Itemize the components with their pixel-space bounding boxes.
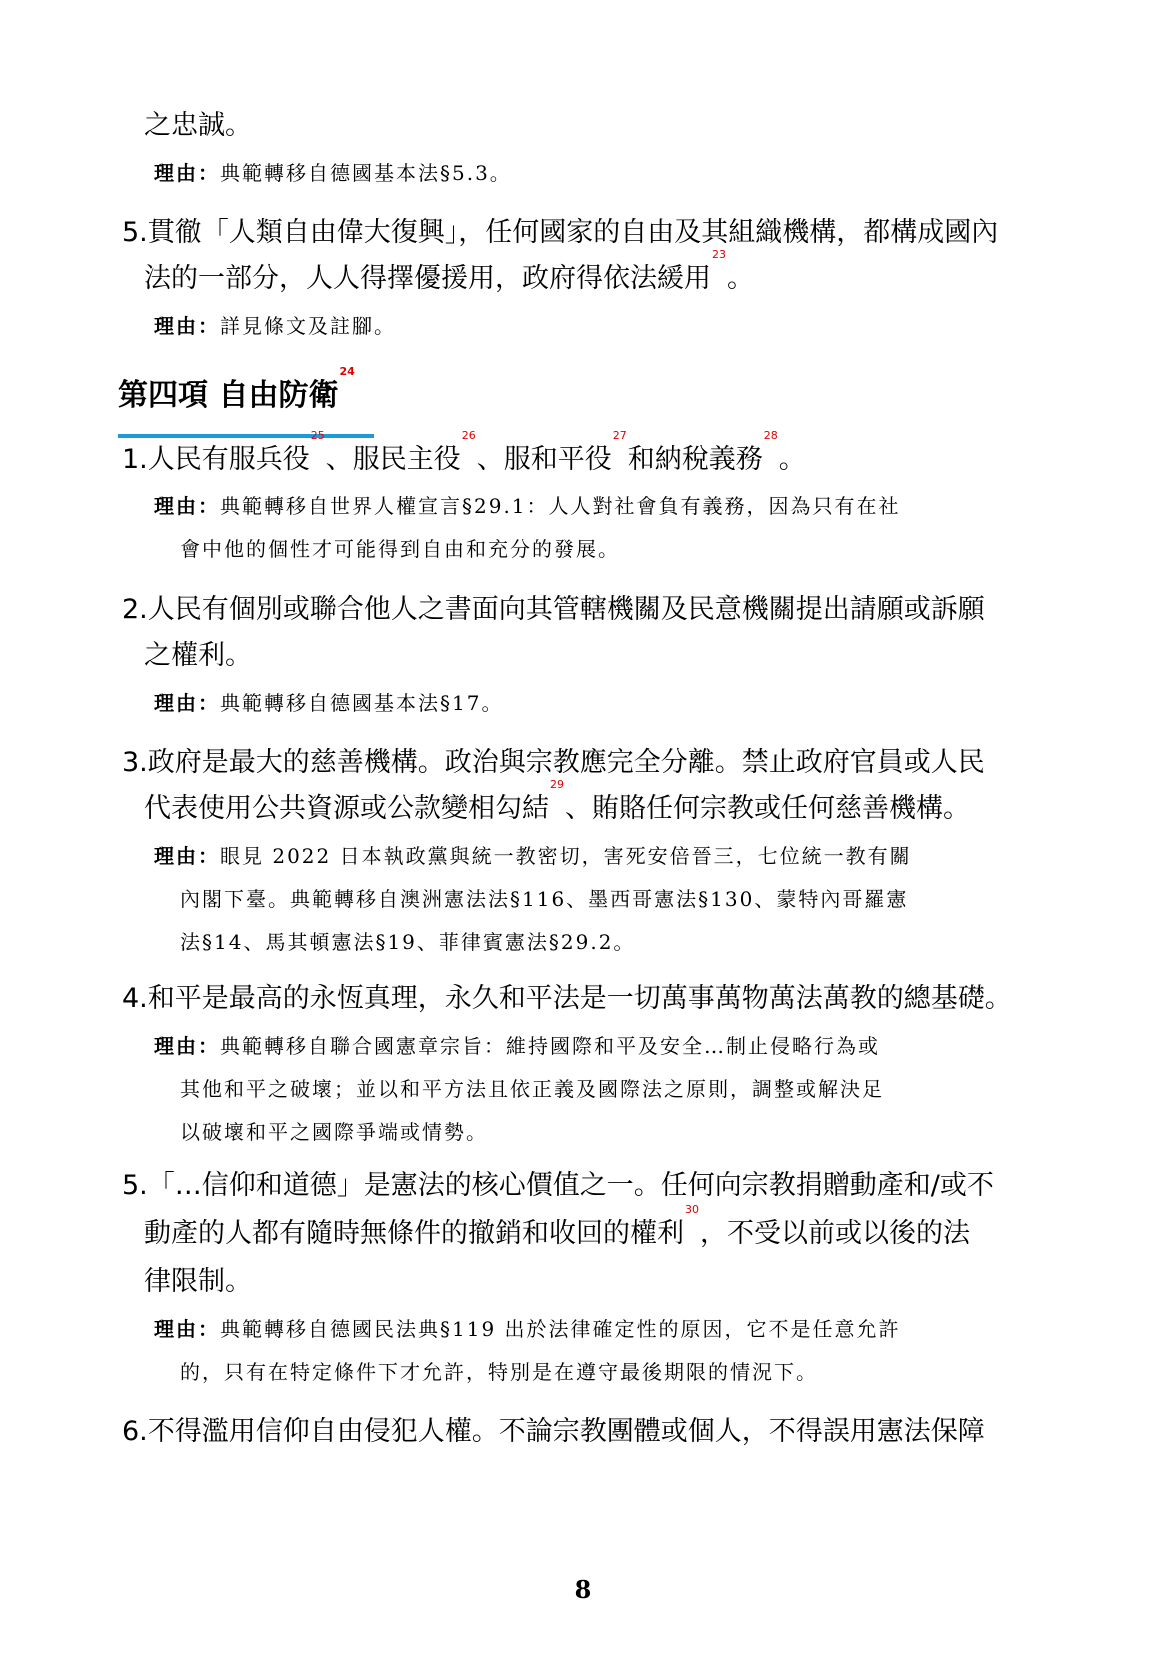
item-5b-line-2 bbox=[144, 1203, 970, 1254]
reason-line: 法§14、馬其頓憲法§19、菲律賓憲法§29.2。 bbox=[180, 930, 636, 954]
reason-line: 的，只有在特定條件下才允許，特別是在遵守最後期限的情況下。 bbox=[180, 1360, 818, 1384]
item-5-line-1: 5.貫徹「人類自由偉大復興」，任何國家的自由及其組織機構，都構成國內 bbox=[122, 217, 999, 248]
item-2-line-1: 2.人民有個別或聯合他人之書面向其管轄機關及民意機關提出請願或訴願 bbox=[122, 594, 985, 625]
item-5-line-2 bbox=[144, 248, 754, 299]
reason-text: 典範轉移自聯合國憲章宗旨：維持國際和平及安全…制止侵略行為或 bbox=[220, 1034, 880, 1058]
reason-line bbox=[154, 1031, 880, 1061]
reason-line: 以破壞和平之國際爭端或情勢。 bbox=[180, 1120, 488, 1144]
reason-line: 會中他的個性才可能得到自由和充分的發展。 bbox=[180, 537, 620, 561]
reason-label: 理由： bbox=[154, 1317, 220, 1341]
text-span: 動產的人都有隨時無條件的撤銷和收回的權利 bbox=[144, 1218, 684, 1249]
item-2-line-2: 之權利。 bbox=[144, 640, 252, 671]
text-span: 和納稅義務 bbox=[627, 444, 763, 475]
reason-text: 典範轉移自德國民法典§119 出於法律確定性的原因，它不是任意允許 bbox=[220, 1317, 901, 1341]
reason-label: 理由： bbox=[154, 314, 220, 338]
reason-line bbox=[154, 158, 512, 188]
reason-line bbox=[154, 688, 503, 718]
item-3-line-2 bbox=[144, 778, 970, 829]
reason-label: 理由： bbox=[154, 494, 220, 518]
footnote-ref-23[interactable]: 23 bbox=[712, 248, 726, 261]
heading-underline bbox=[118, 434, 374, 438]
section-heading bbox=[118, 365, 356, 416]
reason-label: 理由： bbox=[154, 1034, 220, 1058]
reason-line bbox=[154, 311, 396, 341]
page-number: 8 bbox=[574, 1575, 592, 1604]
reason-text: 典範轉移自德國基本法§17。 bbox=[220, 691, 504, 715]
reason-text: 典範轉移自德國基本法§5.3。 bbox=[220, 161, 512, 185]
footnote-ref-29[interactable]: 29 bbox=[550, 778, 564, 791]
item-6-line-1: 6.不得濫用信仰自由侵犯人權。不論宗教團體或個人，不得誤用憲法保障 bbox=[122, 1416, 985, 1447]
item-4-line-1: 4.和平是最高的永恆真理，永久和平法是一切萬事萬物萬法萬教的總基礎。 bbox=[122, 983, 1012, 1014]
text-span: 。 bbox=[778, 444, 806, 475]
footnote-ref-30[interactable]: 30 bbox=[685, 1203, 699, 1216]
heading-text: 第四項 自由防衛 bbox=[118, 378, 339, 413]
reason-label: 理由： bbox=[154, 691, 220, 715]
item-5b-line-3: 律限制。 bbox=[144, 1266, 252, 1297]
text-span: 1.人民有服兵役 bbox=[122, 444, 310, 475]
reason-line: 內閣下臺。典範轉移自澳洲憲法法§116、墨西哥憲法§130、蒙特內哥羅憲 bbox=[180, 887, 909, 911]
footnote-ref-25[interactable]: 25 bbox=[310, 429, 325, 442]
text-span: 。 bbox=[727, 263, 754, 294]
footnote-ref-28[interactable]: 28 bbox=[763, 429, 778, 442]
reason-text: 詳見條文及註腳。 bbox=[220, 314, 396, 338]
item-5b-line-1: 5.「…信仰和道德」是憲法的核心價值之一。任何向宗教捐贈動產和/或不 bbox=[122, 1170, 994, 1201]
text-span: 法的一部分，人人得擇優援用，政府得依法緩用 bbox=[144, 263, 711, 294]
reason-text: 眼見 2022 日本執政黨與統一教密切，害死安倍晉三，七位統一教有關 bbox=[220, 844, 912, 868]
reason-line bbox=[154, 841, 912, 871]
text-line: 之忠誠。 bbox=[144, 110, 252, 141]
item-1-line-1 bbox=[122, 429, 806, 480]
reason-label: 理由： bbox=[154, 161, 220, 185]
footnote-ref-26[interactable]: 26 bbox=[461, 429, 476, 442]
footnote-ref-27[interactable]: 27 bbox=[612, 429, 627, 442]
reason-label: 理由： bbox=[154, 844, 220, 868]
text-span: ，不受以前或以後的法 bbox=[700, 1218, 970, 1249]
text-span: 、賄賂任何宗教或任何慈善機構。 bbox=[565, 793, 970, 824]
text-span: 、服和平役 bbox=[476, 444, 612, 475]
text-span: 、服民主役 bbox=[325, 444, 461, 475]
item-3-line-1: 3.政府是最大的慈善機構。政治與宗教應完全分離。禁止政府官員或人民 bbox=[122, 747, 985, 778]
text-span: 代表使用公共資源或公款變相勾結 bbox=[144, 793, 549, 824]
reason-text: 典範轉移自世界人權宣言§29.1：人人對社會負有義務，因為只有在社 bbox=[220, 494, 901, 518]
reason-line: 其他和平之破壞；並以和平方法且依正義及國際法之原則，調整或解決足 bbox=[180, 1077, 884, 1101]
reason-line bbox=[154, 491, 901, 521]
reason-line bbox=[154, 1314, 901, 1344]
footnote-ref-24[interactable]: 24 bbox=[339, 365, 355, 378]
